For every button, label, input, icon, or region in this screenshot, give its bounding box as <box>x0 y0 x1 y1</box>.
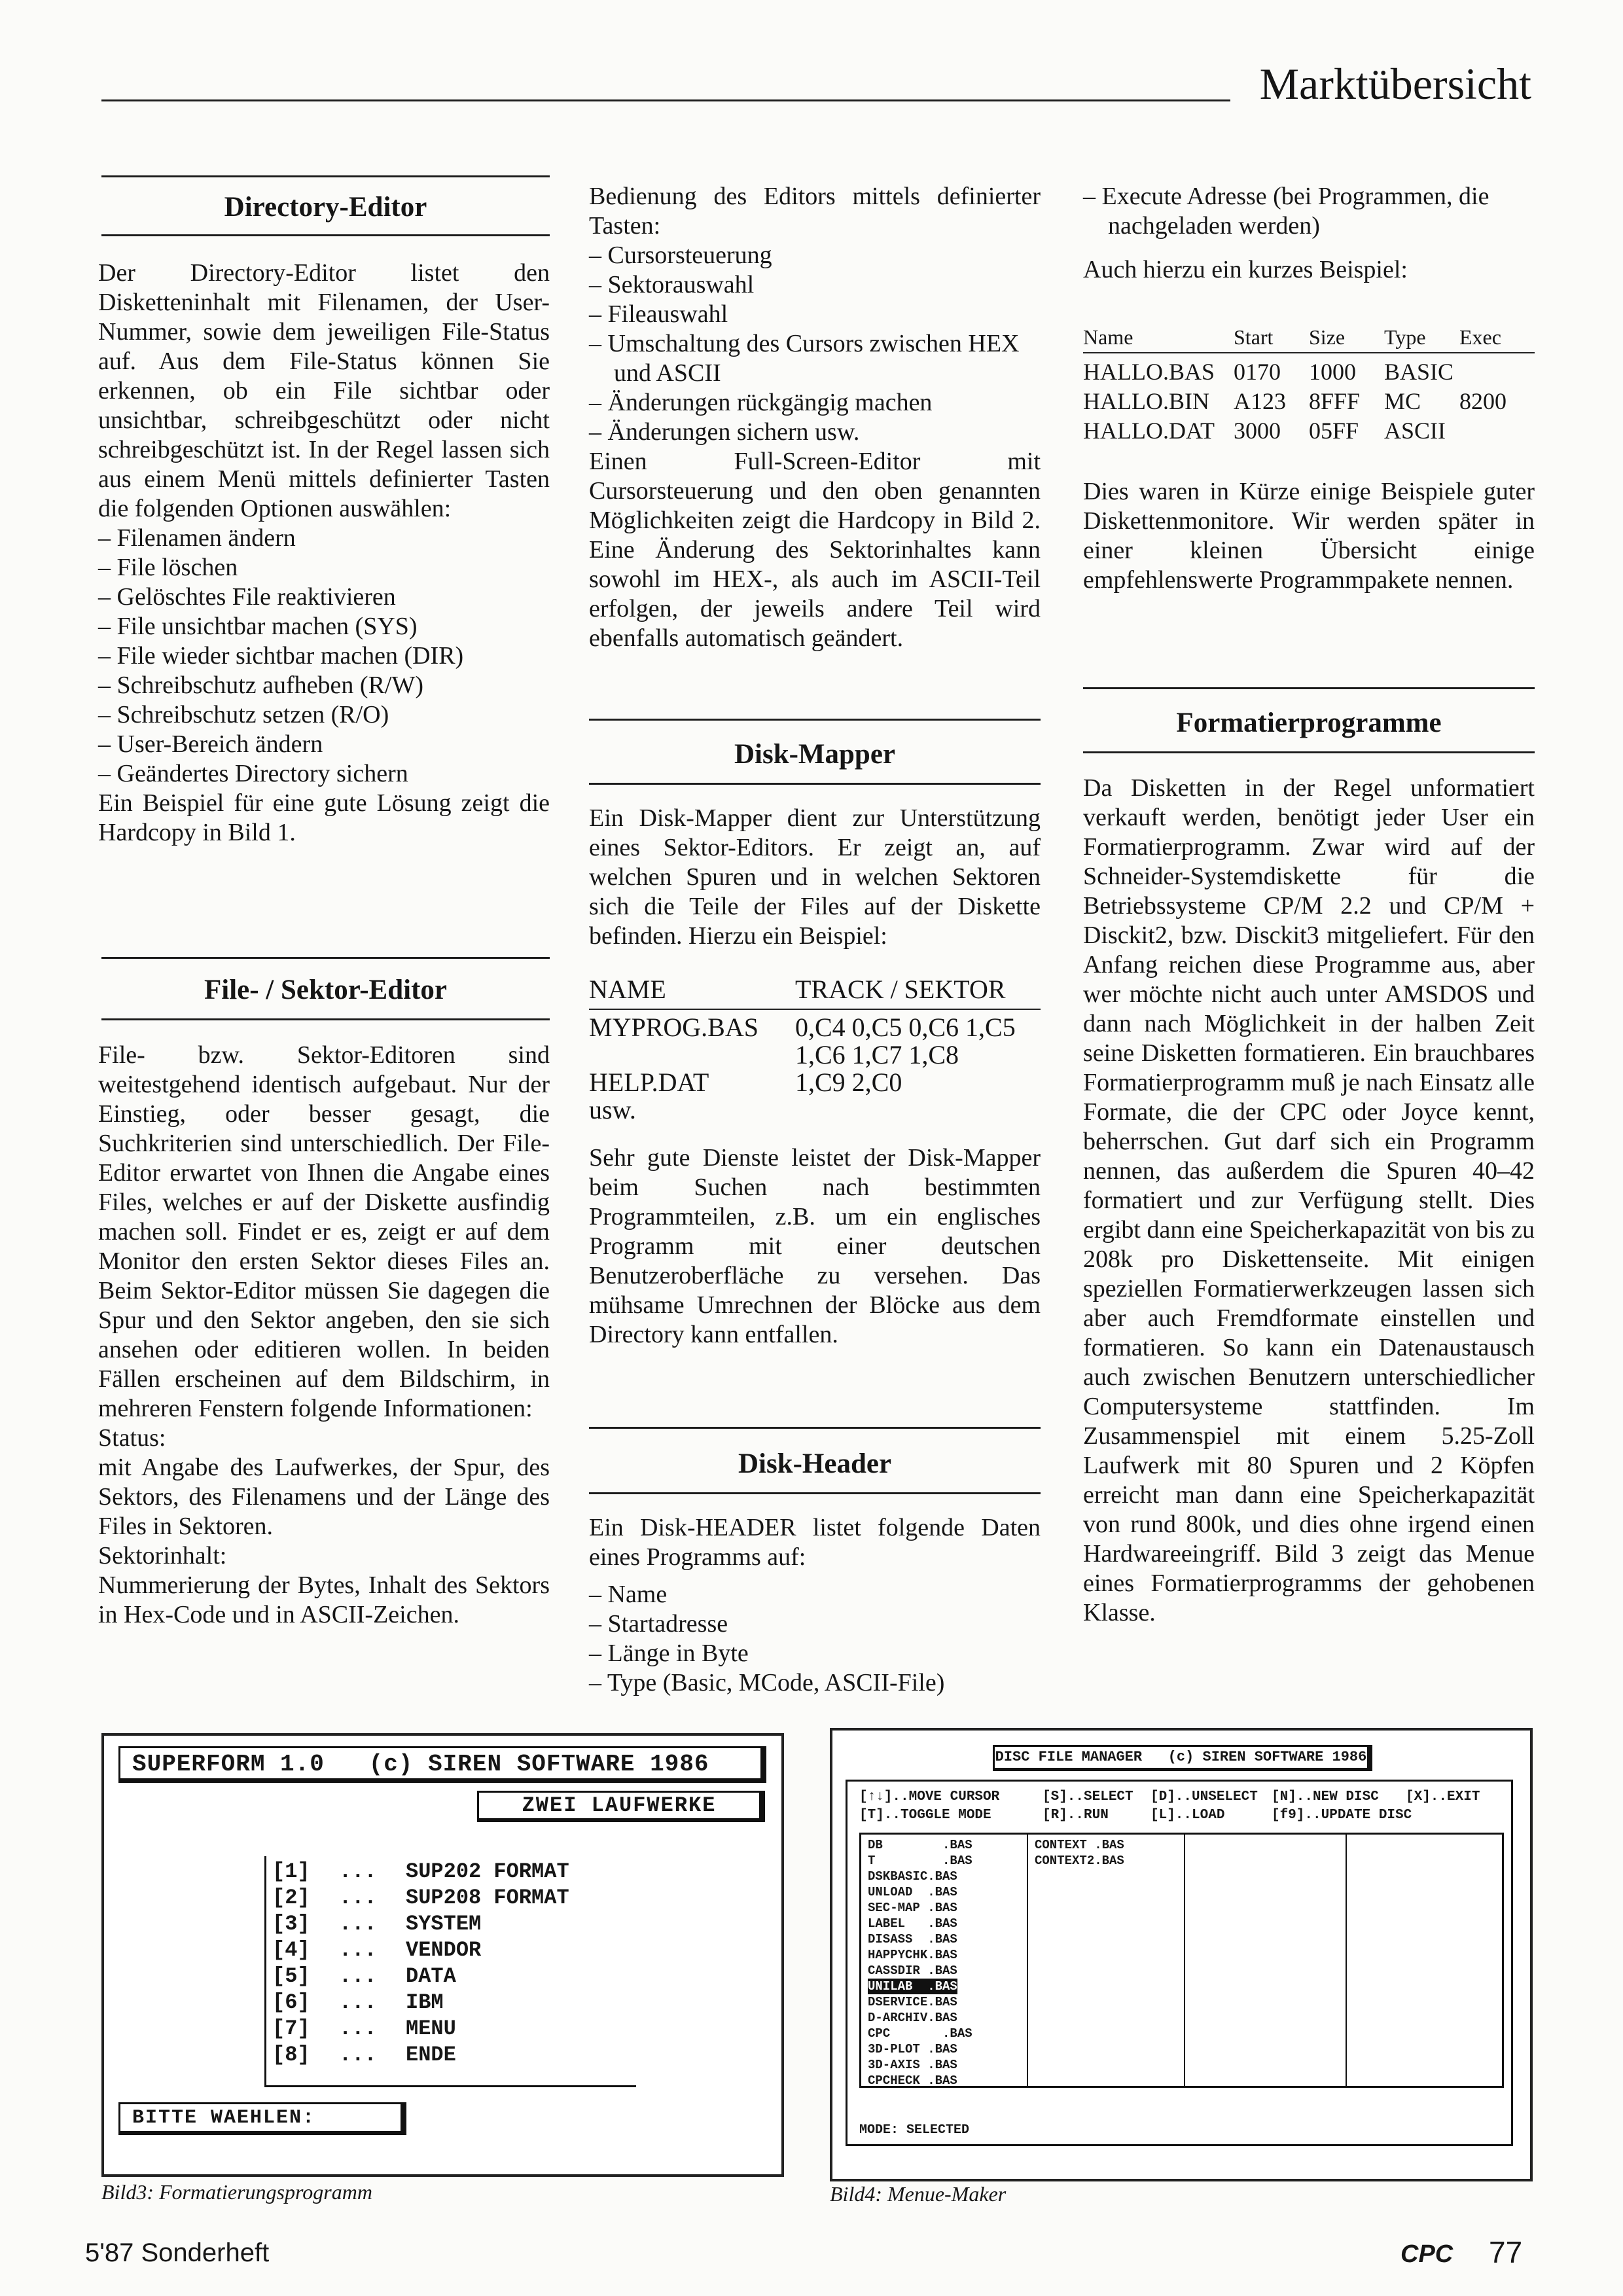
menu-dots: ... <box>339 1964 377 1988</box>
list-item: – Cursorsteuerung <box>589 241 1041 270</box>
table-cell: MYPROG.BAS <box>589 1013 758 1042</box>
menu-dots: ... <box>339 2043 377 2067</box>
list-item: – File unsichtbar machen (SYS) <box>98 612 550 641</box>
header-items-list <box>589 1580 1041 1698</box>
file-entry[interactable]: SEC-MAP .BAS <box>868 1901 957 1915</box>
command-toggle-mode[interactable]: [T]..TOGGLE MODE <box>859 1808 991 1823</box>
command-new-disc[interactable]: [N]..NEW DISC <box>1272 1789 1379 1804</box>
menu-item[interactable] <box>272 1964 570 1990</box>
rule <box>1083 751 1535 753</box>
menu-label: SYSTEM <box>406 1912 482 1936</box>
dfm-file-list <box>1035 1837 1184 1869</box>
superform-subtitle-box <box>477 1791 765 1822</box>
menu-dots: ... <box>339 1859 377 1884</box>
menu-item[interactable] <box>272 1885 570 1911</box>
table-cell <box>795 1096 1041 1124</box>
table-cell: 05FF <box>1309 418 1359 444</box>
dfm-file-column <box>1347 1835 1502 2086</box>
paragraph: Ein Beispiel für eine gute Lösung zeigt die Hardcopy in Bild 1. <box>98 789 550 846</box>
file-entry[interactable]: CONTEXT2.BAS <box>1035 1854 1124 1868</box>
table-cell: 0170 <box>1234 359 1281 385</box>
heading-disk-mapper: Disk-Mapper <box>734 739 896 770</box>
menu-item[interactable] <box>272 1937 570 1964</box>
dfm-command-row <box>847 1806 1511 1825</box>
caption-bild3: Bild3: Formatierungsprogramm <box>101 2180 372 2204</box>
command-update-disc[interactable]: [f9]..UPDATE DISC <box>1272 1808 1412 1823</box>
list-item: – Fileauswahl <box>589 300 1041 329</box>
table-row <box>589 1096 1041 1124</box>
menu-key: [6] <box>272 1990 310 2015</box>
rule <box>589 719 1041 721</box>
header-rule <box>101 99 1230 101</box>
file-entry[interactable]: DSKBASIC.BAS <box>868 1869 957 1884</box>
menu-item[interactable] <box>272 1990 570 2016</box>
superform-title-box <box>118 1746 766 1783</box>
list-item: – Name <box>589 1580 1041 1609</box>
file-entry[interactable]: 3D-AXIS .BAS <box>868 2058 957 2072</box>
table-cell: ASCII <box>1384 418 1446 444</box>
column-header: Name <box>1083 325 1133 349</box>
table-row <box>589 1009 1041 1041</box>
command-exit[interactable]: [X]..EXIT <box>1406 1789 1480 1804</box>
table-row <box>589 1041 1041 1069</box>
list-item: – User-Bereich ändern <box>98 730 550 759</box>
file-entry[interactable]: D-ARCHIV.BAS <box>868 2011 957 2025</box>
list-item: – Startadresse <box>589 1609 1041 1639</box>
keys-list <box>589 241 1041 447</box>
table-cell: BASIC <box>1384 359 1454 385</box>
table-cell: 1,C6 1,C7 1,C8 <box>795 1040 959 1069</box>
list-item: – Geändertes Directory sichern <box>98 759 550 789</box>
rule <box>589 783 1041 785</box>
paragraph: Auch hierzu ein kurzes Beispiel: <box>1083 256 1408 283</box>
rule <box>1083 687 1535 689</box>
rule <box>589 1492 1041 1494</box>
menu-label: SUP208 FORMAT <box>406 1886 569 1910</box>
table-cell: 1,C9 2,C0 <box>795 1067 902 1097</box>
list-item: – File löschen <box>98 553 550 583</box>
command-select[interactable]: [S]..SELECT <box>1043 1789 1133 1804</box>
table-cell: HALLO.DAT <box>1083 418 1215 444</box>
heading-file-sektor-editor: File- / Sektor-Editor <box>204 975 447 1005</box>
list-item: – Änderungen sichern usw. <box>589 418 1041 447</box>
header-items-list-continued <box>1083 182 1535 241</box>
section-disk-header <box>589 1513 1041 1698</box>
mapper-table <box>589 976 1041 1124</box>
table-cell <box>589 1041 795 1069</box>
paragraph: Da Disketten in der Regel unformatiert verkauft werden, benötigt jeder User ein Formatierprogramm. Zwar wird auf der Schneider-Systemdiskette für die Betriebssysteme CP/M 2.2 und CP/M + Disckit2, bzw. Disckit3 mitgeliefert. Für den Anfang reichen diese Programme aus, aber wer möchte nicht auch unter AMSDOS und dann nach Möglichkeit in der halben Zeit seine Disketten formatieren. Ein brauchbares Formatierprogramm muß je nach Einsatz alle Formate, die der CPC oder Joyce kennt, beherrschen. Gut darf sich ein Programm nennen, das außerdem die Spuren 40–42 formatiert und zur Verfügung stellt. Dies ergibt dann eine Speicherkapazität von bis zu 208k pro Diskettenseite. Mit einigen speziellen Formatierwerkzeugen lassen sich aber auch Fremdformate einstellen und formatieren. So kann ein Datenaustausch auch zwischen Benutzern unterschiedlicher Computersysteme stattfinden. Im Zusammenspiel mit einem 5.25-Zoll Laufwerk mit 80 Spuren und 2 Köpfen erreicht man dann eine Speicherkapazität von rund 800k, und dies ohne irgend einen Hardwareeingriff. Bild 3 zeigt das Menue eines Formatierprogramms der gehobenen Klasse. <box>1083 774 1535 1626</box>
column-header: Size <box>1309 325 1346 349</box>
command-load[interactable]: [L]..LOAD <box>1150 1808 1225 1823</box>
options-list <box>98 524 550 789</box>
dfm-title-box <box>993 1745 1372 1771</box>
column-header: Type <box>1384 325 1426 349</box>
list-item: – Änderungen rückgängig machen <box>589 388 1041 418</box>
menu-label: IBM <box>406 1990 444 2015</box>
table-row <box>1083 387 1535 416</box>
file-entry[interactable]: LABEL .BAS <box>868 1916 957 1931</box>
command-run[interactable]: [R]..RUN <box>1043 1808 1109 1823</box>
menu-dots: ... <box>339 1912 377 1936</box>
dfm-file-column <box>861 1835 1028 2086</box>
paragraph: Bedienung des Editors mittels definierter Tasten: <box>589 183 1041 240</box>
menu-key: [4] <box>272 1938 310 1962</box>
page-title: Marktübersicht <box>1259 59 1531 109</box>
menu-item[interactable] <box>272 2042 570 2068</box>
cpc-logo: CPC <box>1400 2240 1454 2268</box>
column-header: TRACK / SEKTOR <box>795 975 1006 1004</box>
menu-label: SUP202 FORMAT <box>406 1859 569 1884</box>
superform-title: SUPERFORM 1.0 (c) SIREN SOFTWARE 1986 <box>132 1751 709 1778</box>
file-entry[interactable]: DSERVICE.BAS <box>868 1995 957 2009</box>
menu-item[interactable] <box>272 2016 570 2042</box>
list-item: – Gelöschtes File reaktivieren <box>98 583 550 612</box>
paragraph: Sehr gute Dienste leistet der Disk-Mapper beim Suchen nach bestimmten Programmteilen, z.B. um ein englisches Programm mit einer deutschen Benutzeroberfläche zu versehen. Das mühsame Umrechnen der Blöcke aus dem Directory kann entfallen. <box>589 1144 1041 1348</box>
rule <box>101 957 550 959</box>
column-header: NAME <box>589 975 666 1004</box>
table-cell: 1000 <box>1309 359 1356 385</box>
dfm-file-list <box>868 1837 1027 2089</box>
table-cell: usw. <box>589 1095 636 1124</box>
menu-key: [3] <box>272 1912 310 1936</box>
rule <box>589 1427 1041 1429</box>
file-entry[interactable]: DB .BAS <box>868 1838 972 1852</box>
screenshot-disc-file-manager <box>830 1728 1533 2181</box>
menu-dots: ... <box>339 2017 377 2041</box>
table-header-row <box>1083 323 1535 353</box>
file-entry[interactable]: CONTEXT .BAS <box>1035 1838 1124 1852</box>
superform-menu <box>272 1859 570 2068</box>
menu-dots: ... <box>339 1938 377 1962</box>
paragraph: File- bzw. Sektor-Editoren sind weitestgehend identisch aufgebaut. Nur der Einstieg, oder besser gesagt, die Suchkriterien sind unterschiedlich. Der File-Editor erwartet von Ihnen die Angabe eines Files, welches er auf der Diskette ausfindig machen soll. Findet er es, zeigt er auf dem Monitor den ersten Sektor dieses Files an. Beim Sektor-Editor müssen Sie dagegen die Spur und den Sektor angeben, den sie sich ansehen oder editieren wollen. In beiden Fällen erscheinen auf dem Bildschirm, in mehreren Fenstern folgende Informationen: <box>98 1041 550 1422</box>
menu-label: DATA <box>406 1964 456 1988</box>
menu-dots: ... <box>339 1886 377 1910</box>
table-cell: 3000 <box>1234 418 1281 444</box>
command-unselect[interactable]: [D]..UNSELECT <box>1150 1789 1258 1804</box>
screenshot-superform <box>101 1733 784 2177</box>
table-cell: A123 <box>1234 388 1286 414</box>
menu-item[interactable] <box>272 1911 570 1937</box>
table-cell <box>1459 416 1535 446</box>
dfm-file-grid <box>859 1833 1504 2088</box>
dfm-commands-box <box>846 1780 1513 2146</box>
table-cell: HALLO.BIN <box>1083 388 1209 414</box>
rule <box>101 175 550 177</box>
menu-key: [1] <box>272 1859 310 1884</box>
command-move-cursor[interactable]: [↑↓]..MOVE CURSOR <box>859 1789 1000 1804</box>
list-item: – Länge in Byte <box>589 1639 1041 1668</box>
footer-issue: 5'87 Sonderheft <box>85 2238 270 2267</box>
list-item: – Sektorauswahl <box>589 270 1041 300</box>
list-item: – Umschaltung des Cursors zwischen HEX und ASCII <box>589 329 1041 388</box>
file-entry[interactable]: 3D-PLOT .BAS <box>868 2042 957 2056</box>
paragraph: Dies waren in Kürze einige Beispiele guter Diskettenmonitore. Wir werden später in einer kleinen Übersicht einige empfehlenswerte Programmpakete nennen. <box>1083 478 1535 594</box>
file-entry[interactable]: DISASS .BAS <box>868 1932 957 1946</box>
status-label: Status: <box>98 1424 166 1452</box>
dfm-file-column <box>1185 1835 1347 2086</box>
file-entry[interactable]: HAPPYCHK.BAS <box>868 1948 957 1962</box>
menu-key: [5] <box>272 1964 310 1988</box>
superform-prompt: BITTE WAEHLEN: <box>132 2107 316 2129</box>
menu-dots: ... <box>339 1990 377 2015</box>
file-entry[interactable]: UNLOAD .BAS <box>868 1885 957 1899</box>
menu-key: [8] <box>272 2043 310 2067</box>
list-item: – Filenamen ändern <box>98 524 550 553</box>
list-item: – Schreibschutz aufheben (R/W) <box>98 671 550 700</box>
section-directory-editor <box>98 259 550 848</box>
heading-disk-header: Disk-Header <box>738 1448 892 1479</box>
section-header-continued <box>1083 182 1535 595</box>
page-number: 77 <box>1489 2235 1523 2269</box>
table-row <box>1083 416 1535 446</box>
caption-bild4: Bild4: Menue-Maker <box>830 2182 1007 2206</box>
list-item: – Execute Adresse (bei Programmen, die nachgeladen werden) <box>1083 182 1535 241</box>
superform-menu-box <box>264 1856 636 2087</box>
header-table <box>1083 323 1535 446</box>
table-header-row <box>589 976 1041 1009</box>
table-cell: HALLO.BAS <box>1083 359 1215 385</box>
section-formatierprogramme <box>1083 774 1535 1628</box>
paragraph: Ein Disk-HEADER listet folgende Daten eines Programms auf: <box>589 1514 1041 1571</box>
file-entry[interactable]: T .BAS <box>868 1854 972 1868</box>
superform-prompt-box[interactable] <box>118 2102 406 2135</box>
list-item: – Schreibschutz setzen (R/O) <box>98 700 550 730</box>
table-cell: MC <box>1384 388 1421 414</box>
list-item: – Type (Basic, MCode, ASCII-File) <box>589 1668 1041 1698</box>
menu-key: [7] <box>272 2017 310 2041</box>
heading-directory-editor: Directory-Editor <box>224 192 427 223</box>
menu-label: MENU <box>406 2017 456 2041</box>
table-cell: 8FFF <box>1309 388 1361 414</box>
file-entry[interactable]: CPC .BAS <box>868 2026 972 2041</box>
table-cell: HELP.DAT <box>589 1067 709 1097</box>
list-item: – File wieder sichtbar machen (DIR) <box>98 641 550 671</box>
menu-item[interactable] <box>272 1859 570 1885</box>
table-cell <box>1459 353 1535 387</box>
dfm-file-column <box>1028 1835 1185 2086</box>
dfm-mode: MODE: SELECTED <box>859 2123 970 2138</box>
file-entry[interactable]: UNILAB .BAS <box>868 1979 957 1994</box>
table-cell: 8200 <box>1459 388 1507 414</box>
menu-label: VENDOR <box>406 1938 482 1962</box>
table-row <box>589 1069 1041 1096</box>
rule <box>101 1018 550 1020</box>
file-entry[interactable]: CPCHECK .BAS <box>868 2073 957 2088</box>
column-header: Start <box>1234 325 1274 349</box>
section-editor-continued <box>589 182 1041 653</box>
heading-formatierprogramme: Formatierprogramme <box>1176 708 1442 738</box>
rule <box>101 234 550 236</box>
paragraph: Ein Disk-Mapper dient zur Unterstützung eines Sektor-Editors. Er zeigt an, auf welchen Spuren und in welchen Sektoren sich die Teile der Files auf der Diskette befinden. Hierzu ein Beispiel: <box>589 804 1041 950</box>
superform-subtitle: ZWEI LAUFWERKE <box>522 1793 717 1818</box>
column-header: Exec <box>1459 325 1501 349</box>
sektorinhalt-label: Sektorinhalt: <box>98 1542 227 1570</box>
menu-label: ENDE <box>406 2043 456 2067</box>
paragraph: Der Directory-Editor listet den Disketteninhalt mit Filenamen, der User-Nummer, sowie dem jeweiligen File-Status auf. Aus dem File-Status können Sie erkennen, ob ein File sichtbar oder unsichtbar, schreibgeschützt oder nicht schreibgeschützt ist. In der Regel lassen sich aus einem Menü mittels definierter Tasten die folgenden Optionen auswählen: <box>98 259 550 522</box>
section-disk-mapper <box>589 804 1041 1350</box>
dfm-title: DISC FILE MANAGER (c) SIREN SOFTWARE 1986 <box>995 1749 1367 1765</box>
menu-key: [2] <box>272 1886 310 1910</box>
paragraph: mit Angabe des Laufwerkes, der Spur, des Sektors, des Filenamens und der Länge des Files in Sektoren. <box>98 1454 550 1540</box>
dfm-command-row <box>847 1782 1511 1806</box>
table-row <box>1083 353 1535 387</box>
paragraph: Nummerierung der Bytes, Inhalt des Sektors in Hex-Code und in ASCII-Zeichen. <box>98 1571 550 1628</box>
section-file-sektor-editor <box>98 1041 550 1630</box>
paragraph: Einen Full-Screen-Editor mit Cursorsteuerung und den oben genannten Möglichkeiten zeigt die Hardcopy in Bild 2. Eine Änderung des Sektorinhaltes kann sowohl im HEX-, als auch im ASCII-Teil erfolgen, der jeweils andere Teil wird ebenfalls automatisch geändert. <box>589 448 1041 652</box>
file-entry[interactable]: CASSDIR .BAS <box>868 1964 957 1978</box>
table-cell: 0,C4 0,C5 0,C6 1,C5 <box>795 1013 1016 1042</box>
